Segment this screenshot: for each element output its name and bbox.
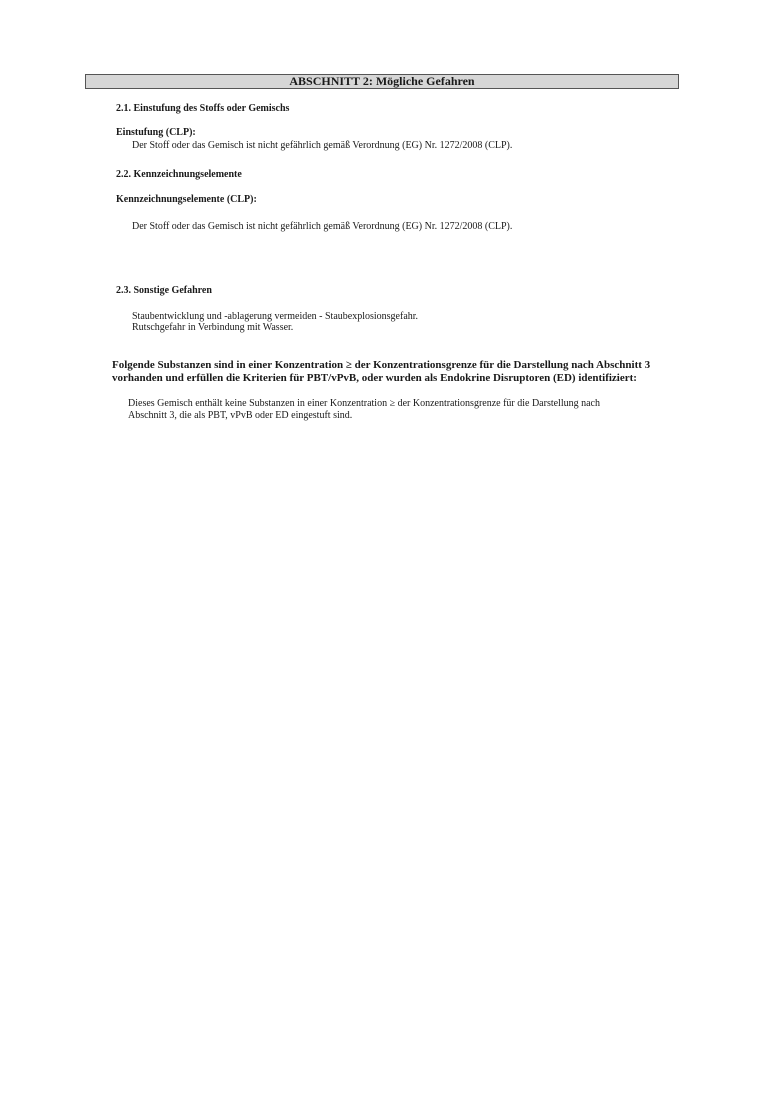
sonstige-gefahren-line: Staubentwicklung und -ablagerung vermeiden - Staubexplosionsgefahr.: [132, 311, 419, 322]
pbt-text-line: Abschnitt 3, die als PBT, vPvB oder ED eingestuft sind.: [128, 410, 353, 421]
einstufung-text: Der Stoff oder das Gemisch ist nicht gefährlich gemäß Verordnung (EG) Nr. 1272/2008 (CLP).: [132, 140, 513, 151]
pbt-heading-line: vorhanden und erfüllen die Kriterien für PBT/vPvB, oder wurden als Endokrine Disruptoren (ED) identifiziert:: [112, 372, 637, 384]
subsection-2-2-heading: 2.2. Kennzeichnungselemente: [116, 169, 242, 180]
subsection-2-1-heading: 2.1. Einstufung des Stoffs oder Gemischs: [116, 103, 290, 114]
einstufung-label: Einstufung (CLP):: [116, 127, 196, 138]
pbt-text-line: Dieses Gemisch enthält keine Substanzen in einer Konzentration ≥ der Konzentrationsgrenze für die Darstellung nach: [128, 398, 600, 409]
section-title: ABSCHNITT 2: Mögliche Gefahren: [85, 74, 679, 89]
pbt-heading-line: Folgende Substanzen sind in einer Konzentration ≥ der Konzentrationsgrenze für die Darstellung nach Abschnitt 3: [112, 359, 651, 371]
kennzeichnung-label: Kennzeichnungselemente (CLP):: [116, 194, 257, 205]
subsection-2-3-heading: 2.3. Sonstige Gefahren: [116, 285, 212, 296]
sonstige-gefahren-line: Rutschgefahr in Verbindung mit Wasser.: [132, 322, 294, 333]
kennzeichnung-text: Der Stoff oder das Gemisch ist nicht gefährlich gemäß Verordnung (EG) Nr. 1272/2008 (CLP).: [132, 221, 513, 232]
